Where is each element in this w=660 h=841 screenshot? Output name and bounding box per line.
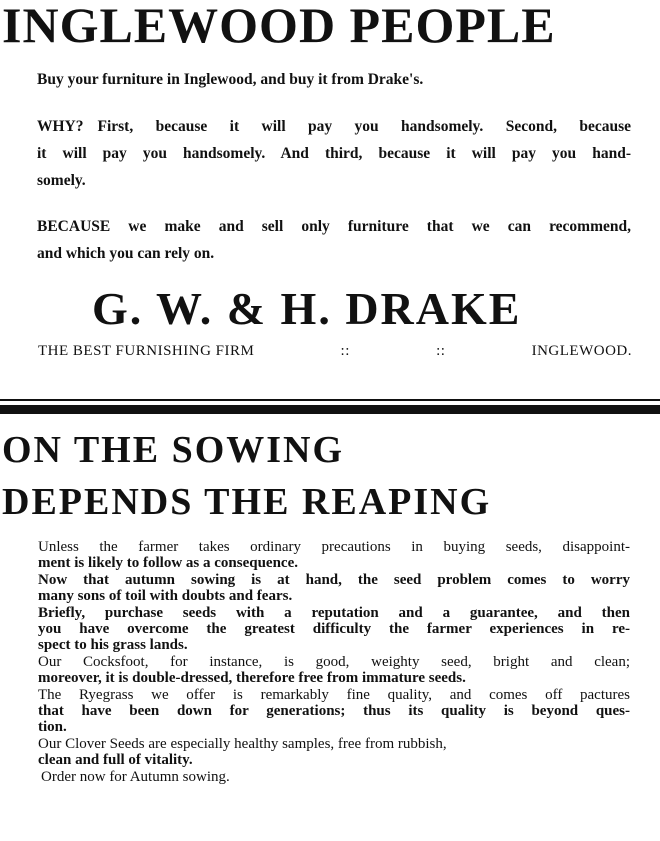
- body-line: Unless the farmer takes ordinary precautions in buying seeds, disappoint-: [38, 539, 630, 555]
- tagline-right: INGLEWOOD.: [531, 343, 632, 359]
- body-line: tion.: [38, 719, 67, 736]
- intro-paragraph: Buy your furniture in Inglewood, and buy it from Drake's.: [37, 71, 424, 88]
- firm-name: G. W. & H. DRAKE: [92, 283, 522, 334]
- why-line-3: somely.: [37, 172, 86, 189]
- body-line: Briefly, purchase seeds with a reputation and a guarantee, and then: [38, 604, 630, 621]
- divider-rule-thin: [0, 399, 660, 401]
- body-line: ment is likely to follow as a consequence.: [38, 555, 298, 572]
- tagline-left: THE BEST FURNISHING FIRM: [38, 343, 255, 359]
- headline-on-the-sowing: ON THE SOWING: [2, 429, 345, 471]
- why-line-2: it will pay you handsomely. And third, because it will pay you hand-: [37, 145, 631, 162]
- body-line: moreover, it is double-dressed, therefore free from immature seeds.: [38, 670, 466, 687]
- firm-tagline: [38, 343, 632, 360]
- body-line: clean and full of vitality.: [38, 752, 193, 769]
- headline-inglewood-people: INGLEWOOD PEOPLE: [2, 0, 556, 53]
- body-line: Our Clover Seeds are especially healthy samples, free from rubbish,: [38, 735, 447, 752]
- divider-rule-thick: [0, 405, 660, 414]
- body-line: that have been down for generations; thus its quality is beyond ques-: [38, 703, 630, 720]
- why-label: WHY?: [37, 118, 84, 135]
- because-paragraph: [37, 213, 631, 267]
- why-paragraph: [37, 113, 631, 194]
- headline-depends-the-reaping: DEPENDS THE REAPING: [2, 481, 492, 523]
- body-line: The Ryegrass we offer is remarkably fine quality, and comes off pactures: [38, 686, 630, 703]
- tagline-separator-2: ::: [436, 343, 446, 359]
- why-line-1: First, because it will pay you handsomely. Second, because: [97, 118, 631, 135]
- body-line: Our Cocksfoot, for instance, is good, weighty seed, bright and clean;: [38, 653, 630, 670]
- body-line: Now that autumn sowing is at hand, the seed problem comes to worry: [38, 571, 630, 588]
- because-line-1: BECAUSE we make and sell only furniture that we can recommend,: [37, 218, 631, 235]
- body-line: many sons of toil with doubts and fears.: [38, 588, 293, 605]
- body-line: Order now for Autumn sowing.: [41, 768, 230, 785]
- tagline-separator-1: ::: [340, 343, 350, 359]
- body-line: you have overcome the greatest difficulty the farmer experiences in re-: [38, 621, 630, 638]
- because-line-2: and which you can rely on.: [37, 245, 215, 262]
- seed-ad-body: [38, 539, 630, 785]
- body-line: spect to his grass lands.: [38, 637, 188, 654]
